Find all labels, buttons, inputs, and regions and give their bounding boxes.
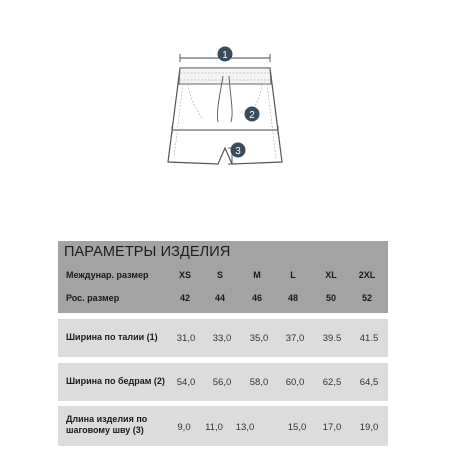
table-cell: 37,0	[285, 333, 305, 344]
svg-text:2: 2	[249, 110, 255, 121]
table-cell: 35,0	[249, 333, 269, 344]
table-title: ПАРАМЕТРЫ ИЗДЕЛИЯ	[64, 244, 231, 260]
table-cell: 58,0	[249, 377, 269, 388]
table-cell: 54,0	[176, 377, 196, 388]
table-cell: 41.5	[359, 333, 379, 344]
table-cell: 33,0	[212, 333, 232, 344]
table-cell: 15,0	[287, 422, 307, 433]
size-m: M	[253, 270, 261, 280]
ru-size-50: 50	[325, 293, 336, 303]
waistband	[179, 68, 271, 84]
table-cell: 13,0	[235, 422, 255, 433]
ru-size-52: 52	[361, 293, 372, 303]
table-cell: 19,0	[359, 422, 379, 433]
ru-size-48: 48	[287, 293, 298, 303]
svg-text:1: 1	[222, 50, 228, 61]
table-cell: 31,0	[176, 333, 196, 344]
size-xs: XS	[178, 270, 191, 280]
shorts-diagram	[150, 40, 300, 180]
table-cell: 64,5	[359, 377, 379, 388]
table-cell: 9,0	[177, 422, 191, 433]
row-label-waist: Ширина по талии (1)	[66, 332, 158, 342]
row-label-hips: Ширина по бедрам (2)	[66, 376, 165, 386]
intl-size-label: Междунар. размер	[66, 270, 149, 280]
table-cell: 17,0	[322, 422, 342, 433]
table-cell: 39.5	[322, 333, 342, 344]
size-xl: XL	[325, 270, 337, 280]
ru-size-label: Рос. размер	[66, 293, 120, 303]
size-s: S	[216, 270, 223, 280]
table-cell: 62,5	[322, 377, 342, 388]
ru-size-44: 44	[214, 293, 225, 303]
table-cell: 11,0	[205, 422, 223, 433]
table-cell: 60,0	[285, 377, 305, 388]
row-label-inseam: Длина изделия по шаговому шву (3)	[66, 414, 148, 435]
ru-size-46: 46	[251, 293, 262, 303]
table-cell: 56,0	[212, 377, 232, 388]
ru-size-42: 42	[179, 293, 190, 303]
svg-text:3: 3	[235, 146, 241, 157]
size-l: L	[290, 270, 296, 280]
size-2xl: 2XL	[358, 270, 376, 280]
